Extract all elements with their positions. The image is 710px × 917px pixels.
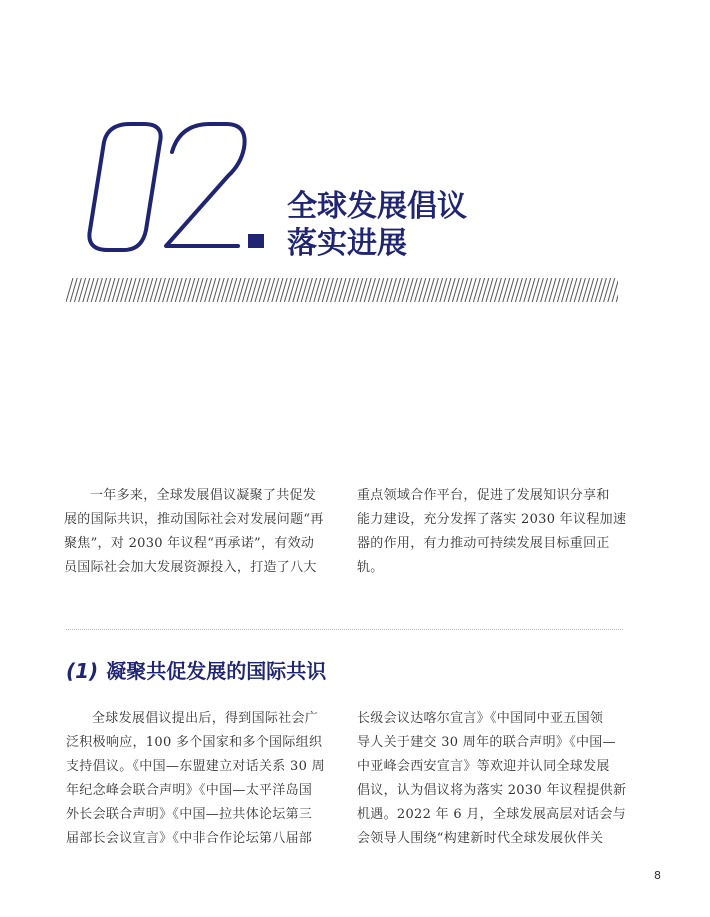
hatch-line [515,278,522,302]
hatch-line [499,278,506,302]
hatch-line [444,278,451,302]
hatch-line [121,278,128,302]
hatch-line [465,278,472,302]
body-right-line: 倡议，认为倡议将为落实 2030 年议程提供新 [357,783,627,798]
hatch-line [608,278,615,302]
hatch-line [125,278,132,302]
hatch-line [263,278,270,302]
hatch-line [66,278,73,302]
hatch-line [196,278,203,302]
hatch-line [116,278,123,302]
hatch-line [507,278,514,302]
hatch-line [104,278,111,302]
hatch-line [268,278,275,302]
hatch-line [95,278,102,302]
hatch-line [604,278,611,302]
hatch-line [373,278,380,302]
hatch-line [251,278,258,302]
digit-two [166,124,245,246]
intro-right-line: 器的作用，有力推动可持续发展目标重回正 [357,536,610,551]
hatch-line [305,278,312,302]
hatch-line [209,278,216,302]
hatch-line [591,278,598,302]
body-left-line: 外长会联合声明》《中国—拉共体论坛第三 [66,807,313,822]
hatch-line [200,278,207,302]
hatch-line [423,278,430,302]
intro-right-line: 轨。 [357,560,384,575]
hatch-line [230,278,237,302]
intro-left-line: 展的国际共识，推动国际社会对发展问题“再 [64,512,324,527]
hatch-line [213,278,220,302]
hatch-line [389,278,396,302]
hatch-line [91,278,98,302]
hatch-line [532,278,539,302]
hatch-line [410,278,417,302]
section-title: 凝聚共促发展的国际共识 [106,659,327,683]
hatch-line [473,278,480,302]
body-left-line: 年纪念峰会联合声明》《中国—太平洋岛国 [66,783,313,798]
hatch-line [192,278,199,302]
hatch-line [87,278,94,302]
hatch-line [520,278,527,302]
hatch-line [133,278,140,302]
hatch-line [326,278,333,302]
hatch-line [419,278,426,302]
hatch-line [587,278,594,302]
hatch-line [314,278,321,302]
hatch-line [440,278,447,302]
hatch-line [112,278,119,302]
intro-left-column [64,484,340,580]
hatch-line [549,278,556,302]
body-right-line: 会领导人围绕“构建新时代全球发展伙伴关 [357,831,604,846]
hatch-line [511,278,518,302]
digit-zero [89,124,160,250]
hatch-line [583,278,590,302]
hatch-line [364,278,371,302]
hatch-line [259,278,266,302]
hatch-line [452,278,459,302]
hatch-line [524,278,531,302]
hatch-line [188,278,195,302]
hatch-line [226,278,233,302]
intro-left-line: 员国际社会加大发展资源投入，打造了八大 [64,560,317,575]
hatch-line [368,278,375,302]
hatch-line [536,278,543,302]
body-right-line: 长级会议达喀尔宣言》《中国同中亚五国领 [357,711,604,726]
hatch-line [163,278,170,302]
body-right-line: 导人关于建交 30 周年的联合声明》《中国— [357,735,616,750]
hatch-line [129,278,136,302]
intro-right-column [357,484,627,580]
hatch-line [171,278,178,302]
hatch-line [431,278,438,302]
hatch-line [79,278,86,302]
hatch-line [238,278,245,302]
hatch-line [297,278,304,302]
hatch-line [146,278,153,302]
hatch-line [553,278,560,302]
hatch-line [541,278,548,302]
hatch-line [280,278,287,302]
hatch-line [217,278,224,302]
hatch-line [377,278,384,302]
hatch-line [448,278,455,302]
hatch-line [457,278,464,302]
hatch-line [478,278,485,302]
hatch-line [578,278,585,302]
chapter-number-graphic [80,118,270,258]
hatch-line [570,278,577,302]
hatch-line [557,278,564,302]
hatch-line [322,278,329,302]
hatch-line [221,278,228,302]
body-right-column [357,707,627,851]
hatch-line [154,278,161,302]
page-number: 8 [654,869,661,882]
intro-left-line: 聚焦”，对 2030 年议程“再承诺”，有效动 [64,536,315,551]
hatch-line [343,278,350,302]
hatch-line [158,278,165,302]
period-dot [248,234,264,248]
hatch-line [137,278,144,302]
hatch-line [339,278,346,302]
hatch-line [331,278,338,302]
hatch-line [318,278,325,302]
hatch-line [352,278,359,302]
body-left-column [66,707,341,851]
intro-right-line: 能力建设，充分发挥了落实 2030 年议程加速 [357,512,627,527]
hatch-line [415,278,422,302]
body-left-line: 届部长会议宣言》《中非合作论坛第八届部 [66,831,313,846]
chapter-number-text: 02. [80,118,82,119]
hatch-line [247,278,254,302]
hatch-line [184,278,191,302]
hatch-line [255,278,262,302]
hatch-line [175,278,182,302]
hatch-line [83,278,90,302]
hatch-line [108,278,115,302]
body-left-line: 泛积极响应，100 多个国家和多个国际组织 [66,735,323,750]
dotted-divider [66,629,623,630]
hatch-line [276,278,283,302]
chapter-title [287,188,467,262]
hatch-line [335,278,342,302]
hatch-line [436,278,443,302]
hatch-line [293,278,300,302]
hatch-line [402,278,409,302]
intro-right-line: 重点领域合作平台，促进了发展知识分享和 [357,488,610,503]
hatch-line [398,278,405,302]
hatch-line [599,278,606,302]
hatch-line [482,278,489,302]
hatch-line [394,278,401,302]
hatch-line [528,278,535,302]
hatch-line [503,278,510,302]
hatch-line [100,278,107,302]
chapter-title-line-1: 全球发展倡议 [287,189,467,224]
body-right-line: 中亚峰会西安宣言》等欢迎并认同全球发展 [357,759,610,774]
hatch-line [595,278,602,302]
body-left-line: 全球发展倡议提出后，得到国际社会广 [92,711,319,726]
hatch-line [469,278,476,302]
hatch-line [150,278,157,302]
hatch-divider [66,278,618,302]
hatch-line [310,278,317,302]
hatch-line [427,278,434,302]
section-heading [66,655,326,684]
hatch-line [234,278,241,302]
chapter-title-line-2: 落实进展 [287,226,407,261]
body-left-line: 支持倡议。《中国—东盟建立对话关系 30 周 [66,759,325,774]
hatch-line [385,278,392,302]
hatch-line [360,278,367,302]
hatch-line [284,278,291,302]
hatch-line [347,278,354,302]
hatch-line [494,278,501,302]
hatch-line [179,278,186,302]
hatch-line [167,278,174,302]
hatch-line [574,278,581,302]
hatch-line [242,278,249,302]
hatch-line [490,278,497,302]
hatch-line [406,278,413,302]
section-number: (1) [66,659,99,683]
hatch-line [74,278,81,302]
hatch-line [381,278,388,302]
hatch-line [356,278,363,302]
hatch-line [545,278,552,302]
hatch-line [142,278,149,302]
hatch-line [205,278,212,302]
hatch-line [70,278,77,302]
hatch-line [566,278,573,302]
hatch-line [562,278,569,302]
intro-left-line: 一年多来，全球发展倡议凝聚了共促发 [90,488,317,503]
body-right-line: 机遇。2022 年 6 月，全球发展高层对话会与 [357,807,626,822]
hatch-line [289,278,296,302]
hatch-line [301,278,308,302]
hatch-line [486,278,493,302]
hatch-line [272,278,279,302]
hatch-line [461,278,468,302]
